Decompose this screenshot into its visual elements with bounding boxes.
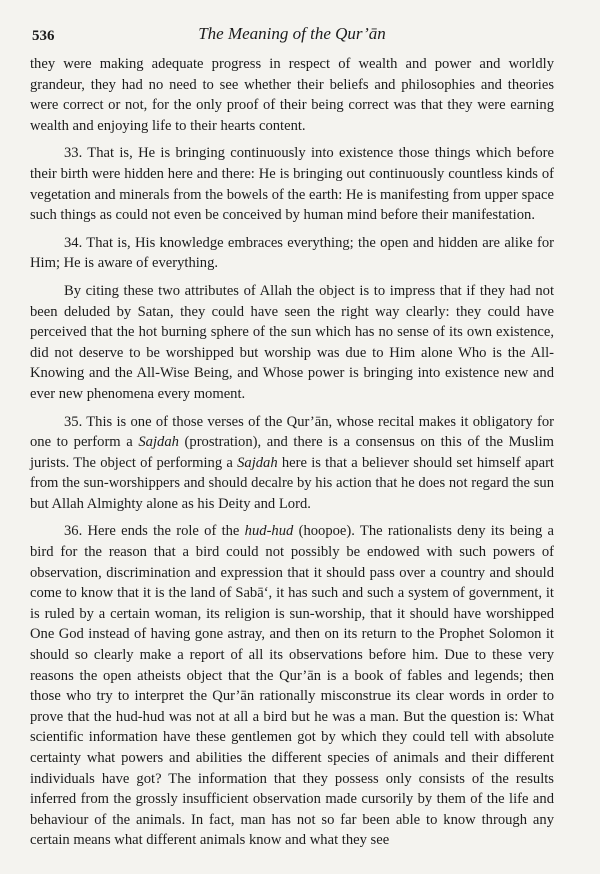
italic-term: hud-hud: [244, 523, 294, 540]
italic-term: Sajdah: [138, 434, 179, 451]
note-34: [30, 233, 554, 274]
note-35: [30, 412, 554, 515]
paragraph-text: here is that a believer should set himself apart from the sun-worshippers and should decalre by his action that he does not regard the sun but Allah Almighty alone as his Deity and Lord.: [30, 454, 554, 512]
paragraph-text: 34. That is, His knowledge embraces everything; the open and hidden are alike for Him; He is aware of everything.: [30, 234, 554, 272]
paragraph-text: 35. This is one of those verses of the Qur’ān, whose recital makes it obligatory for one to perform a: [30, 413, 554, 451]
paragraph-text: By citing these two attributes of Allah the object is to impress that if they had not been deluded by Satan, they could have seen the right way clearly: they could have perceived that the hot burning sphere of the sun which has no sense of its own existence, did not deserve to be worshipped but worship was due to Him alone Who is the All-Knowing and the All-Wise Being, and Whose power is bringing into existence new and ever new phenomena every moment.: [30, 282, 554, 402]
paragraph-text: 36. Here ends the role of the: [64, 523, 245, 540]
running-title: The Meaning of the Qur’ān: [198, 24, 386, 43]
paragraph-text: 33. That is, He is bringing continuously into existence those things which before their birth were hidden here and there: He is bringing out continuously countless kinds of vegetation and minerals from the bowels of the earth: He is manifesting from upper space such things as could not even be conceived by human mind before their manifestation.: [30, 145, 554, 224]
paragraph-text: (hoopoe). The rationalists deny its being a bird for the reason that a bird could not possibly be endowed with such powers of observation, discrimination and expression that it should pass over a country and should come to know that it is the land of Sabā‘, it has such and such a system of government, it is ruled by a certain woman, its religion is sun-worship, that it should have worshipped One God instead of having gone astray, and then on its return to the Prophet Solomon it should so clearly make a report of all its observations before him. Due to these very reasons the open atheists object that the Qur’ān is a book of fables and legends; then those who try to interpret the Qur’ān rationally misconstrue its clear words in order to prove that the hud-hud was not at all a bird but he was a man. But the question is: What scientific information have these gentlemen got by which they could tell with absolute certainty what powers and abilities the different species of animals and their different individuals have got? The information that they possess only consists of the results inferred from the grossly insufficient observation made cursorily by them of the life and behaviour of the animals. In fact, man has not so far been able to know through any certain means what different animals know and what they see: [30, 523, 554, 849]
page-body: [30, 54, 554, 851]
note-34-continued: [30, 281, 554, 405]
paragraph-continuation: [30, 54, 554, 136]
paragraph-text: they were making adequate progress in respect of wealth and power and worldly grandeur, they had no need to see whether their beliefs and philosophies and theories were correct or not, for the only proof of their being correct was that they were earning wealth and enjoying life to their hearts content.: [30, 56, 554, 134]
italic-term: Sajdah: [237, 454, 278, 471]
page-header: [30, 18, 554, 48]
note-33: [30, 143, 554, 225]
note-36: [30, 521, 554, 851]
paragraph-text: (prostration), and there is a consensus on this of the Muslim jurists. The object of performing a: [30, 434, 555, 471]
page-number: 536: [32, 28, 55, 44]
